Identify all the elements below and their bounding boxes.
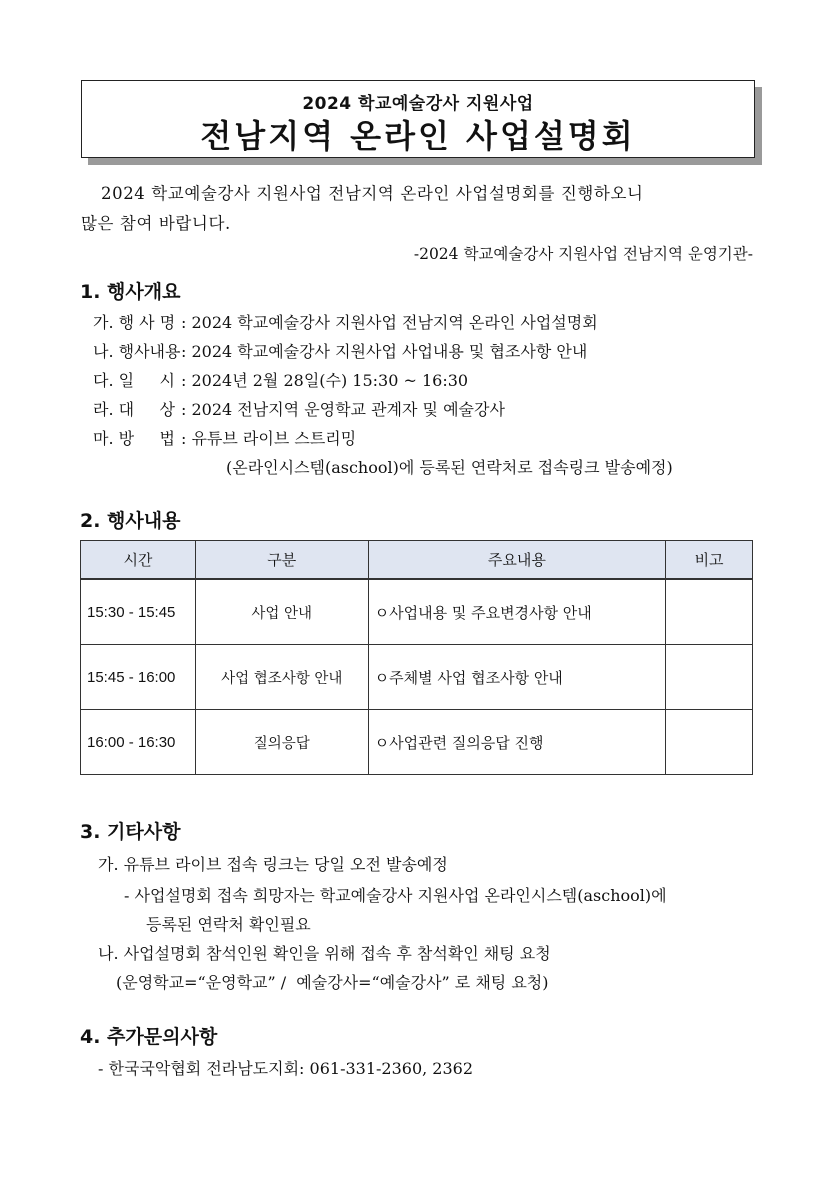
other-item-a-sub-2: 등록된 연락처 확인필요	[146, 915, 311, 934]
other-item-a-sub-1: - 사업설명회 접속 희망자는 학교예술강사 지원사업 온라인시스템(aschool)에	[124, 886, 667, 905]
section-2-heading: 2. 행사내용	[80, 510, 181, 532]
schedule-table	[80, 540, 753, 775]
table-row	[81, 579, 753, 645]
event-method-row	[93, 426, 356, 449]
row-note	[666, 645, 753, 710]
row-time: 15:30 - 15:45	[81, 579, 196, 645]
row-time: 16:00 - 16:30	[81, 710, 196, 775]
event-content-label: 나. 행사내용	[93, 342, 181, 361]
contact-info: - 한국국악협회 전라남도지회: 061-331-2360, 2362	[98, 1059, 474, 1078]
title-subtitle: 2024 학교예술강사 지원사업	[302, 94, 534, 114]
row-note	[666, 710, 753, 775]
header-note: 비고	[666, 541, 753, 580]
title-box	[81, 80, 755, 158]
event-date-row	[93, 368, 468, 391]
header-category: 구분	[195, 541, 368, 580]
event-content-row	[93, 339, 587, 362]
intro-line-1: 2024 학교예술강사 지원사업 전남지역 온라인 사업설명회를 진행하오니	[101, 184, 644, 203]
event-date-label: 다. 일 시	[93, 371, 175, 390]
section-4-heading: 4. 추가문의사항	[80, 1026, 218, 1048]
table-header-row	[81, 541, 753, 580]
row-category: 질의응답	[195, 710, 368, 775]
header-time: 시간	[81, 541, 196, 580]
other-item-a: 가. 유튜브 라이브 접속 링크는 당일 오전 발송예정	[98, 855, 448, 874]
event-name-value: : 2024 학교예술강사 지원사업 전남지역 온라인 사업설명회	[181, 313, 598, 332]
intro-line-2: 많은 참여 바랍니다.	[81, 214, 231, 233]
event-method-value: : 유튜브 라이브 스트리밍	[181, 429, 357, 448]
event-target-label: 라. 대 상	[93, 400, 175, 419]
row-category: 사업 협조사항 안내	[195, 645, 368, 710]
event-target-value: : 2024 전남지역 운영학교 관계자 및 예술강사	[181, 400, 505, 419]
row-content: ㅇ사업관련 질의응답 진행	[368, 710, 666, 775]
event-date-value: : 2024년 2월 28일(수) 15:30 ~ 16:30	[181, 371, 469, 390]
event-name-label: 가. 행 사 명	[93, 313, 176, 332]
event-content-value: : 2024 학교예술강사 지원사업 사업내용 및 협조사항 안내	[181, 342, 588, 361]
row-category: 사업 안내	[195, 579, 368, 645]
section-1-heading: 1. 행사개요	[80, 281, 181, 303]
event-name-row	[93, 310, 598, 333]
event-method-note: (온라인시스템(aschool)에 등록된 연락처로 접속링크 발송예정)	[226, 458, 673, 477]
section-3-heading: 3. 기타사항	[80, 821, 181, 843]
other-item-b: 나. 사업설명회 참석인원 확인을 위해 접속 후 참석확인 채팅 요청	[98, 944, 551, 963]
row-time: 15:45 - 16:00	[81, 645, 196, 710]
row-content: ㅇ주체별 사업 협조사항 안내	[368, 645, 666, 710]
row-note	[666, 579, 753, 645]
other-item-b-sub: (운영학교=“운영학교” / 예술강사=“예술강사” 로 채팅 요청)	[116, 973, 549, 992]
header-content: 주요내용	[368, 541, 666, 580]
page-title: 전남지역 온라인 사업설명회	[200, 117, 636, 155]
event-method-label: 마. 방 법	[93, 429, 175, 448]
row-content: ㅇ사업내용 및 주요변경사항 안내	[368, 579, 666, 645]
table-row	[81, 710, 753, 775]
intro-signature: -2024 학교예술강사 지원사업 전남지역 운영기관-	[413, 245, 753, 263]
table-row	[81, 645, 753, 710]
event-target-row	[93, 397, 505, 420]
